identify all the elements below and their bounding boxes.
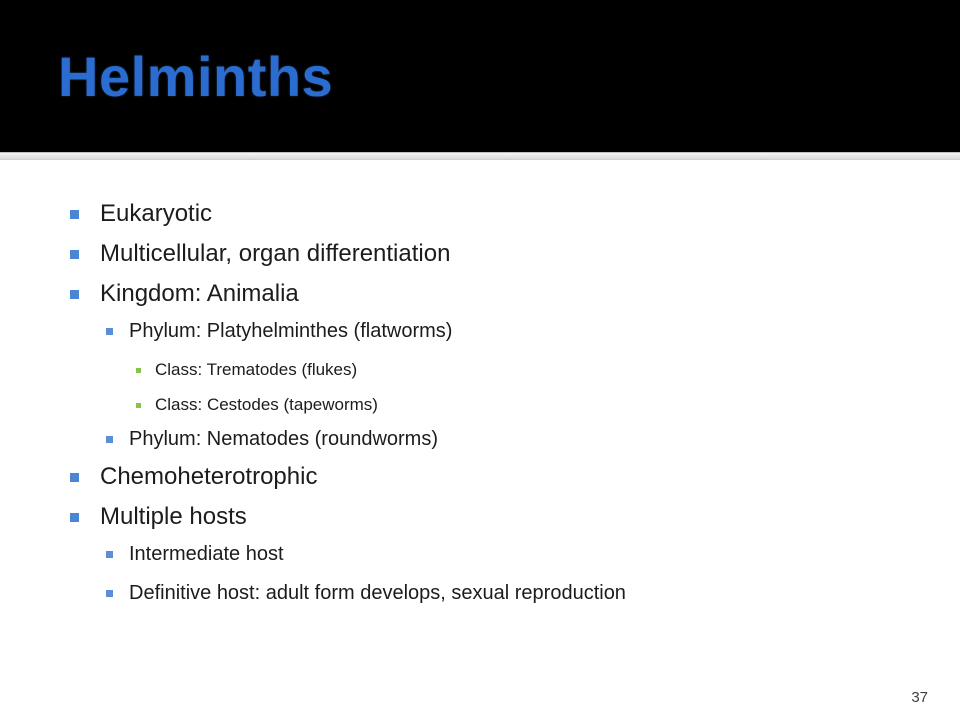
square-bullet-icon — [136, 403, 141, 408]
bullet-item — [70, 463, 317, 491]
bullet-item — [70, 240, 450, 268]
bullet-text: Class: Trematodes (flukes) — [155, 360, 358, 379]
bullet-text: Eukaryotic — [100, 200, 213, 227]
page-number: 37 — [911, 689, 928, 706]
sub-bullet-item — [106, 543, 284, 566]
bullet-item — [70, 503, 247, 531]
bullet-item — [70, 280, 299, 308]
square-bullet-icon — [106, 436, 113, 443]
bullet-text: Phylum: Platyhelminthes (flatworms) — [129, 320, 453, 342]
square-bullet-icon — [70, 210, 79, 219]
square-bullet-icon — [136, 368, 141, 373]
slide-title: Helminths — [58, 45, 334, 108]
bullet-text: Multicellular, organ differentiation — [100, 240, 451, 267]
bullet-text: Multiple hosts — [100, 503, 247, 530]
bullet-text: Chemoheterotrophic — [100, 463, 318, 490]
bullet-text: Intermediate host — [129, 543, 284, 565]
bullet-text: Phylum: Nematodes (roundworms) — [129, 428, 438, 450]
square-bullet-icon — [70, 513, 79, 522]
bullet-text: Definitive host: adult form develops, sexual reproduction — [129, 582, 626, 604]
square-bullet-icon — [70, 290, 79, 299]
square-bullet-icon — [106, 551, 113, 558]
sub-bullet-item — [106, 582, 626, 605]
sub-sub-bullet-item — [136, 360, 357, 380]
square-bullet-icon — [70, 473, 79, 482]
square-bullet-icon — [70, 250, 79, 259]
sub-bullet-item — [106, 428, 438, 451]
square-bullet-icon — [106, 328, 113, 335]
sub-bullet-item — [106, 320, 452, 343]
square-bullet-icon — [106, 590, 113, 597]
bullet-text: Kingdom: Animalia — [100, 280, 299, 307]
sub-sub-bullet-item — [136, 395, 378, 415]
bullet-item — [70, 200, 212, 228]
bullet-text: Class: Cestodes (tapeworms) — [155, 395, 378, 414]
